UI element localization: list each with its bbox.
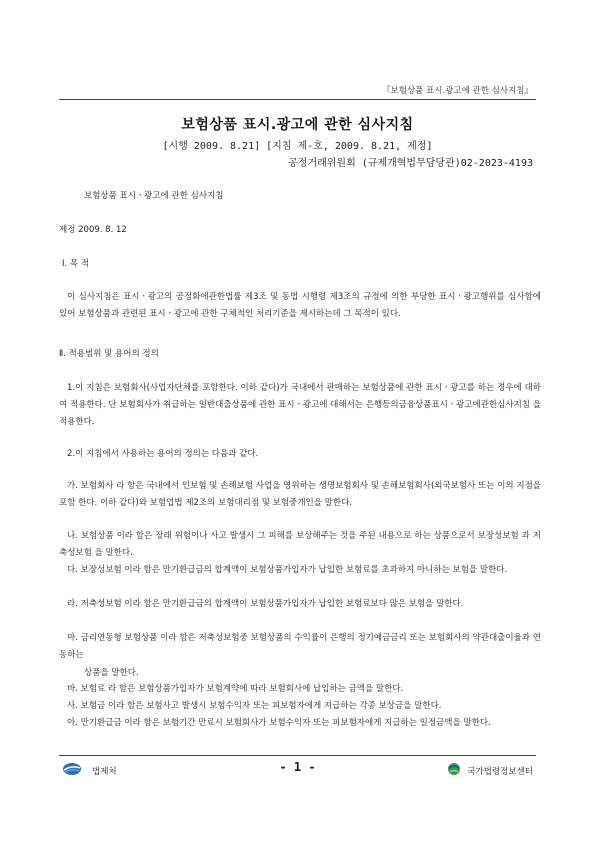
definition-item-ra: [59, 596, 541, 613]
enforcement-info: [시행 2009. 8.21] [지침 제-호, 2009. 8.21, 제정]: [162, 141, 433, 152]
header-divider: [59, 99, 536, 100]
section-2-paragraph-2: [59, 446, 541, 463]
law-center-globe-logo-icon: [447, 761, 461, 780]
definition-item-ma: [59, 630, 541, 664]
section-1-text: 이 심사지침은 표시ㆍ광고의 공정화에관한법률 제3조 및 동법 시행령 제3조의 규정에 의한 부당한 표시ㆍ광고행위를 심사함에 있어 보험상품과 관련된 표시ㆍ광고에 관한 구체적인 처리기준을 제시하는데 그 목적이 있다.: [59, 292, 541, 319]
paragraph-1-text: 1.이 지침은 보험회사(사업자단체를 포함한다. 이하 같다)가 국내에서 판매하는 보험상품에 관한 표시ㆍ광고를 하는 경우에 대하여 적용한다. 단 보험회사가 취급하는 일반대출상품에 관한 표시ㆍ광고에 대해서는 은행등의금융상품표시ㆍ광고에관한심사지침 을 적용한다.: [59, 383, 541, 427]
paragraph-2-text: 2.이 지침에서 사용하는 용어의 정의는 다음과 같다.: [67, 449, 259, 459]
inner-title: 보험상품 표시ㆍ광고에 관한 심사지침: [84, 191, 224, 201]
item-da-text: 다. 보장성보험 이라 함은 만기환급금의 합계액이 보험상품가입자가 납입한 보험료를 초과하지 아니하는 보험을 말한다.: [67, 565, 508, 575]
section-1-heading: Ⅰ. 목 적: [62, 259, 90, 269]
item-na-text: 나. 보험상품 이라 함은 장래 위험이나 사고 발생시 그 피해를 보상해주는 것을 주된 내용으로 하는 상품으로서 보장성보험 과 저축성보험 을 말한다.: [59, 531, 541, 558]
agency-contact: 공정거래위원회 (규제개혁법무담당관)02-2023-4193: [288, 158, 533, 169]
definition-item-ga: [59, 478, 541, 512]
footer-right: [447, 761, 533, 780]
enactment-date: 제정 2009. 8. 12: [59, 225, 127, 235]
page-number: - 1 -: [279, 760, 316, 774]
section-2-paragraph-1: [59, 380, 541, 431]
definition-item-sa: [59, 698, 541, 715]
item-sa-text: 사. 보험금 이라 함은 보험사고 발생시 보험수익자 또는 피보험자에게 지급하는 각종 보상금을 말한다.: [67, 701, 442, 711]
document-title: 보험상품 표시.광고에 관한 심사지침: [181, 117, 414, 133]
moleg-label: 법제처: [92, 766, 117, 777]
footer-divider: [59, 755, 536, 756]
item-ma-text: 마. 금리연동형 보험상품 이라 함은 저축성보험중 보험상품의 수익률이 은행의 정기예금금리 또는 보험회사의 약관대출이율과 연동하는: [59, 633, 541, 660]
item-ba-text: 바. 보험료 라 함은 보험상품가입자가 보험계약에 따라 보험회사에 납입하는 금액을 말한다.: [67, 684, 404, 694]
item-ma-continuation: 상품을 말한다.: [84, 668, 139, 678]
definition-item-da: [59, 562, 541, 579]
definition-item-a: [59, 715, 541, 732]
item-ga-text: 가. 보험회사 라 함은 국내에서 인보험 및 손해보험 사업을 영위하는 생명보험회사 및 손해보험회사(외국보험사 또는 이의 지점을 포함 한다. 이하 같다)와 보험업법 제2조의 보험대리점 및 보험중개인을 말한다.: [59, 481, 541, 508]
item-ra-text: 라. 저축성보험 이라 함은 만기환급금의 합계액이 보험상품가입자가 납입한 보험료보다 많은 보험을 말한다.: [67, 599, 464, 609]
definition-item-ba: [59, 681, 541, 698]
section-1-body: [59, 289, 541, 323]
definition-item-na: [59, 528, 541, 562]
running-header: 『보험상품 표시.광고에 관한 심사지침』: [382, 86, 533, 96]
law-center-label: 국가법령정보센터: [467, 766, 533, 777]
section-2-heading: Ⅱ. 적용범위 및 용어의 정의: [59, 349, 159, 359]
item-a-text: 아. 만기환급금 이라 함은 보험기간 만료시 보험회사가 보험수익자 또는 피보험자에게 지급하는 일정금액을 말한다.: [67, 718, 491, 728]
